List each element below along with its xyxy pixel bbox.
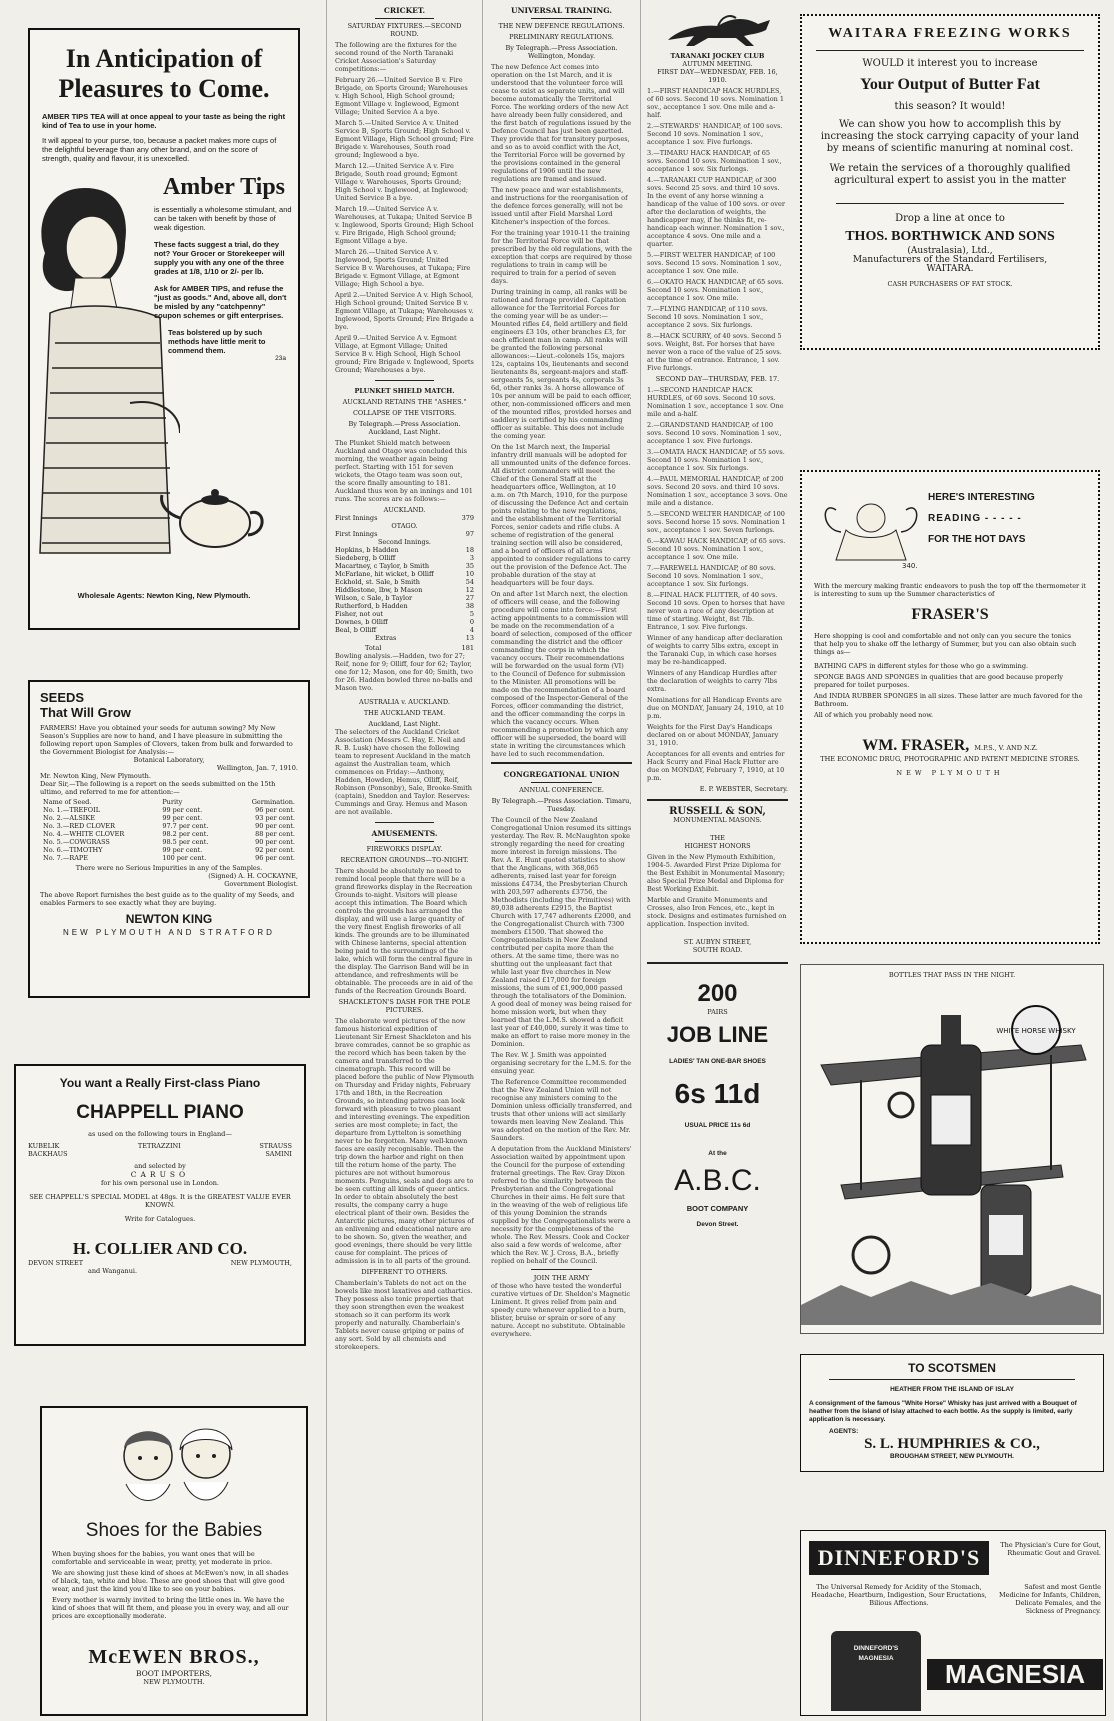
piano-artist: STRAUSS xyxy=(259,1142,292,1150)
fraser-quals: M.P.S., V. AND N.Z. xyxy=(974,744,1038,752)
fraser-intro: With the mercury making frantic endeavors to push the top off the thermometer it is interesting to sum up the Summer characteristics of xyxy=(814,582,1086,598)
flying-bottles-illustration xyxy=(801,985,1101,1325)
training-para: For the training year 1910-11 the training for the Territorial Force will be that prescribed by the old regulations, with the exception that corps are required by those regulations to train in camp will be required to train for a period of seven days. xyxy=(491,229,633,285)
fraser-chemist-ad xyxy=(800,470,1100,944)
jockey-meeting: AUTUMN MEETING. xyxy=(682,60,753,68)
waitara-makers: Manufacturers of the Standard Fertilisers, xyxy=(852,255,1048,265)
race-note: Winners of any Handicap Hurdles after the declaration of weights to carry 7lbs extra. xyxy=(647,669,778,693)
race-item: 6.—KAWAU HACK HANDICAP, of 65 sovs. Second 10 sovs. Nomination 1 sov., acceptance 1 sov. One mile. xyxy=(647,537,786,561)
seeds-no-impurities: There were no Serious Impurities in any of the Samples. xyxy=(75,864,263,872)
training-heading: UNIVERSAL TRAINING. xyxy=(511,6,612,15)
cricket-para: April 2.—United Service A v. High School, High School ground; United Service B v. Egmont Village, at Tukapa; Warehouses v. Inglewood, Sports Ground; Fire Brigade a bye. xyxy=(335,291,474,331)
babies-illustration xyxy=(96,1416,256,1516)
waitara-town: WAITARA. xyxy=(926,264,974,274)
chappell-piano-ad xyxy=(14,1064,306,1346)
amber-body-5: Teas bolstered up by such methods have little merit to commend them. xyxy=(168,328,266,355)
dinneford-bottle-label-1: DINNEFORD'S xyxy=(853,1645,899,1652)
cricket-heading: CRICKET. xyxy=(383,6,426,15)
scots-name: S. L. HUMPHRIES & CO., xyxy=(864,1436,1040,1452)
race-item: 2.—GRANDSTAND HANDICAP, of 100 sovs. Second 10 sovs. Nomination 1 sov., acceptance 1 sov. Five furlongs. xyxy=(647,421,782,445)
amber-intro: AMBER TIPS TEA will at once appeal to your taste as being the right kind of Tea to use in your home. xyxy=(42,112,286,130)
training-para: On and after 1st March next, the election of officers will cease, and the following procedure will come into force:—First acting appointments to a commission will be made on the recommendation of a board of selection, composed of the officer commanding the district and the officer commanding the corps in which the vacancy occurs. Their recommendations will be forwarded on the usual form (VI) to the Council of Defence for submission to the Minister. All promotions will be made on the recommendation of a board composed of the Inspector-General of the Forces, officer commanding the district, and the officer commanding the corps in which the vacancy occurs. When recommending a promotion by which any officer will be superseded, the board will state in writing the circumstances which have led to such recommendation. xyxy=(491,590,632,758)
dinneford-big: MAGNESIA xyxy=(927,1659,1103,1690)
piano-artist: KUBELIK xyxy=(28,1142,60,1150)
cricket-para: March 5.—United Service A v. United Service B, Sports Ground; High School v. Egmont Village, High School ground; Fire Brigade v. Warehouses, South road ground; Inglewood a bye. xyxy=(335,119,474,159)
column-4 xyxy=(640,0,792,1721)
amusements-sub-2: RECREATION GROUNDS—TO-NIGHT. xyxy=(340,856,469,864)
amusements-sub-3: SHACKLETON'S DASH FOR THE POLE PICTURES. xyxy=(338,998,471,1014)
training-para: On the 1st March next, the Imperial infantry drill manuals will be adopted for all unmounted units of the defence forces. All district commanders will meet the Chief of the General Staff at the headquarters office, Wellington, at 10 a.m. on 7th March, 1910, for the purpose of discussing the Defence Act and certain points relating to the new regulations, and the establishment of the Territorial Forces, senior cadets and rifle clubs. A scheme of registration of the general training section will also be considered, and a board of officers of all arms appointed to consider regulations to carry out the provision of the Defence Act. The probable duration of the stay at headquarters will be four days. xyxy=(491,443,631,587)
cherub-illustration xyxy=(816,480,926,570)
congregational-para: The Reference Committee recommended that the New Zealand Union will not recognise any ministers coming to the Dominion unless officially transferred, and trusts that other unions will act similarly towards men leaving New Zealand. This was adopted on the motion of the Rev. Mr. Saunders. xyxy=(491,1078,632,1142)
training-sub-2: PRELIMINARY REGULATIONS. xyxy=(509,33,614,41)
column-3 xyxy=(482,0,636,1721)
table-row: No. 3.—RED CLOVER 97.7 per cent. 90 per cent. xyxy=(43,822,295,830)
race-note: Weights for the First Day's Handicaps declared on or about MONDAY, January 31, 1910. xyxy=(647,723,779,747)
amber-body-4: Ask for AMBER TIPS, and refuse the "just as goods." And, above all, don't be misled by any "catchpenny" coupon schemes or gift enterprises. xyxy=(154,284,287,320)
shoes-body-1: When buying shoes for the babies, you want ones that will be comfortable and serviceable in wear, pretty, yet moderate in price. xyxy=(52,1550,273,1566)
race-item: 5.—SECOND WELTER HANDICAP, of 100 sovs. Second horse 15 sovs. Nomination 1 sov., acceptance 1 sov. Seven furlongs. xyxy=(647,510,786,534)
waitara-p2: We retain the services of a thoroughly qualified agricultural expert to assist you in the matter xyxy=(829,163,1071,186)
army-heading: JOIN THE ARMY xyxy=(533,1274,590,1282)
amusements-sub: FIREWORKS DISPLAY. xyxy=(366,845,443,853)
whisky-label: WHITE HORSE WHISKY xyxy=(996,1027,1076,1035)
abc-company: BOOT COMPANY xyxy=(686,1204,749,1213)
aus-sub: THE AUCKLAND TEAM. xyxy=(363,709,446,717)
training-sub: THE NEW DEFENCE REGULATIONS. xyxy=(498,22,625,30)
plunket-bowling: Bowling analysis.—Hadden, two for 27; Reif, none for 9; Olliff, four for 62; Taylor, one for 12; Mason, one for 40; Smith, two for 26. Hadden bowled three no-balls and Mason two. xyxy=(335,652,473,692)
russell-addr-1: ST. AUBYN STREET, xyxy=(683,938,752,946)
plunket-team-2: OTAGO. xyxy=(391,522,418,530)
amber-body-3: These facts suggest a trial, do they not? Your Grocer or Storekeeper will supply you with any one of the three grades at 1/8, 1/10 or 2/- per lb. xyxy=(154,240,285,276)
russell-sub: MONUMENTAL MASONS. xyxy=(673,816,762,824)
plunket-para: The Plunket Shield match between Auckland and Otago was concluded this morning, the weather again being perfect. Starting with 151 for seven wickets, the Otago team was soon out, the score finally amounting to 181. Auckland thus won by an innings and 101 runs. The scores are as follows:— xyxy=(335,439,473,503)
plunket-sub-2: COLLAPSE OF THE VISITORS. xyxy=(352,409,457,417)
piano-artist: TETRAZZINI xyxy=(137,1142,181,1150)
table-row: No. 4.—WHITE CLOVER 98.2 per cent. 88 per cent. xyxy=(43,830,295,838)
army-text: of those who have tested the wonderful curative virtues of Dr. Sheldon's Magnetic Liniment. It gives relief from pain and speedy cure whenever applied to a burn, blister, bruise or sprain or sore of any nature. Accept no substitute. Obtainable everywhere. xyxy=(491,1282,631,1338)
congregational-sub: ANNUAL CONFERENCE. xyxy=(519,786,604,794)
shoes-title: Shoes for the Babies xyxy=(85,1520,263,1541)
shoes-town: NEW PLYMOUTH. xyxy=(143,1678,205,1686)
amber-brand: Amber Tips xyxy=(162,174,286,200)
race-item: 3.—OMATA HACK HANDICAP, of 55 sovs. Second 10 sovs. Nomination 1 sov., acceptance 1 sov. Six furlongs. xyxy=(647,448,785,472)
newton-king-seeds-ad xyxy=(28,680,310,998)
fraser-p2: BATHING CAPS in different styles for those who go a swimming. xyxy=(814,662,1029,670)
plunket-first-label: First Innings xyxy=(335,514,378,522)
piano-dealer: H. COLLIER AND CO. xyxy=(72,1239,248,1258)
abc-price: 6s 11d xyxy=(674,1078,761,1109)
waitara-question: WOULD it interest you to increase xyxy=(862,58,1038,69)
table-row: Rutherford, b Hadden 38 xyxy=(335,602,474,610)
cricket-para: February 26.—United Service B v. Fire Brigade, on Sports Ground; Warehouses v. High School, High School ground; Egmont Village v. Inglewood, Egmont Village; United Service A a bye. xyxy=(335,76,468,116)
race-item: 3.—TIMARU HACK HANDICAP, of 65 sovs. Second 10 sovs. Nomination 1 sov., acceptance 1 sov. Six furlongs. xyxy=(647,149,782,173)
fraser-name: WM. FRASER, xyxy=(862,737,970,754)
dinneford-para: The Universal Remedy for Acidity of the Stomach, Headache, Heartburn, Indigestion, Sour Eructations, Bilious Affections. xyxy=(811,1583,987,1607)
fraser-heading-1: HERE'S INTERESTING xyxy=(928,492,1035,503)
table-row: Hopkins, b Hadden 18 xyxy=(335,546,474,554)
plunket-second: Second Innings. xyxy=(377,538,432,546)
cricket-para: March 19.—United Service A v. Warehouses, at Tukapa; United Service B v. Inglewood, Sports Ground; High School v. Fire Brigade, High School ground; Egmont Village a bye. xyxy=(335,205,474,245)
amber-title: In Anticipation of Pleasures to Come. xyxy=(58,44,270,103)
cricket-sub: SATURDAY FIXTURES.—SECOND ROUND. xyxy=(347,22,462,38)
table-row: Downes, b Olliff 0 xyxy=(335,618,474,626)
fraser-p5: All of which you probably need now. xyxy=(814,711,934,719)
congregational-para: A deputation from the Auckland Ministers' Association waited by appointment upon the Council for the purpose of extending fraternal greetings. The Rev. Gray Dixon referred to the similarity between the Presbyterian and the Congregational Churches in their aims. He felt sure that in the weaving of the web of religious life of this young Dominion the strands supplied by the Congregationalists were a necessity for the completeness of the whole. The Rev. Messrs. Cook and Cocker also said a few words of welcome, after which the Rev. W. J. Cross, B.A., briefly replied on behalf of the Council. xyxy=(491,1145,632,1265)
fraser-desc: THE ECONOMIC DRUG, PHOTOGRAPHIC AND PATENT MEDICINE STORES. xyxy=(820,755,1080,763)
waitara-season: this season? It would! xyxy=(894,101,1006,112)
amber-body-1: It will appeal to your purse, too, because a packet makes more cups of the delightful beverage than any other brand, and on the score of strength, quality and flavour, it is unexcelled. xyxy=(42,136,277,163)
mcewen-shoes-ad xyxy=(40,1406,308,1716)
waitara-cash: CASH PURCHASERS OF FAT STOCK. xyxy=(887,280,1013,288)
plunket-first-score-2: 97 xyxy=(465,530,474,538)
fraser-heading-2: READING - - - - - xyxy=(928,513,1022,524)
table-row: Fisher, not out 5 xyxy=(335,610,474,618)
race-item: 5.—FIRST WELTER HANDICAP, of 100 sovs. Second 15 sovs. Nomination 1 sov., acceptance 1 sov. One mile. xyxy=(647,251,782,275)
jockey-day-2: SECOND DAY—THURSDAY, FEB. 17. xyxy=(655,375,780,383)
piano-title: You want a Really First-class Piano xyxy=(59,1076,261,1090)
seeds-signed: (Signed) A. H. COCKAYNE, xyxy=(208,872,298,880)
russell-addr-2: SOUTH ROAD. xyxy=(692,946,743,954)
table-row: Eckhold, st. Sale, b Smith 54 xyxy=(335,578,474,586)
cricket-para: March 26.—United Service A v. Inglewood, Sports Ground; United Service B v. Warehouses, at Tukapa; Fire Brigade v. Egmont Village, at Egmont Village; High School a bye. xyxy=(335,248,471,288)
amusements-para-3: Chamberlain's Tablets do not act on the bowels like most laxatives and cathartics. They possess also tonic properties that they soon strengthen even the weakest stomach so it can perform its work properly and naturally. Chamberlain's Tablets never cause griping or pains of any sort. Sold by all chemists and storekeepers. xyxy=(335,1279,473,1351)
seeds-brand: NEWTON KING xyxy=(125,912,213,926)
congregational-heading: CONGREGATIONAL UNION xyxy=(503,770,620,779)
table-row: No. 5.—COWGRASS 98.5 per cent. 90 per cent. xyxy=(43,838,295,846)
piano-write: Write for Catalogues. xyxy=(124,1215,196,1223)
jockey-secretary: E. P. WEBSTER, Secretary. xyxy=(699,785,788,793)
race-item: 8.—FINAL HACK FLUTTER, of 40 sovs. Second 10 sovs. Open to horses that have never won a race of any description at time of starting. Weight, 8st 7lb. Entrance, 1 sov. Five furlongs. xyxy=(647,591,785,631)
fraser-town: NEW PLYMOUTH xyxy=(896,769,1004,777)
column-2 xyxy=(326,0,478,1721)
seeds-signed-title: Government Biologist. xyxy=(224,880,298,888)
congregational-para: The Council of the New Zealand Congregational Union resumed its sittings yesterday. The Rev. R. McNaughton spoke strongly regarding the need for creating more interest in foreign missions. The Rev. A. E. Hunt quoted statistics to show that the Anglicans, with 368,065 adherents, raised last year for foreign missions £4734, the Presbyterian Church with 203,597 adherents £3756, the Methodists (including the Primitives) with 89,038 adherents £2915, the Baptist Church with 17,747 adherents £2000, and the Congregationalist Church with 7300 members £1500. That showed the Congregationalists in New Zealand contributed per capita more than the others. At the same time, there was no shutting out the unpleasant fact that while last year five churches in New Zealand raised £17,000 for foreign missions, the sum of £1,900,000 passed through the totalisators of the Dominion. A good deal of money was being raised for home mission work, but when they learned that the L.M.S. showed a deficit last year of £40,000, surely it was time to make an effort to raise more money in the Dominion. xyxy=(491,816,632,1048)
russell-para-2: Marble and Granite Monuments and Crosses, also Iron Fences, etc., kept in stock. Designs and estimates furnished on application. Inspection invited. xyxy=(647,896,787,928)
abc-item: LADIES' TAN ONE-BAR SHOES xyxy=(669,1058,766,1065)
table-row: No. 2.—ALSIKE 99 per cent. 93 per cent. xyxy=(43,814,295,822)
seeds-header-germination: Germination. xyxy=(251,798,295,806)
training-para: During training in camp, all ranks will be rationed and forage provided. Capitation allowance for the Territorial Forces for the coming year will be as under:—Mounted rifles £4, field artillery and field engineers £3 10s, other branches £3, for each efficient man in camp. All ranks will be granted the following personal allowances:—Lieut.-colonels 15s, majors 12s, captains 10s, lieutenants and second lieutenants 8s, sergeant-majors and staff-sergeants 5s, sergeants 4s, corporals 3s 6d, other ranks 3s. A horse allowance of 10s per annum will be paid to each officer, other, non-commissioned officers and men of the mounted rifles, provided horses and saddlery is certified by his commanding officer as suitable. This does not include the coming year. xyxy=(491,288,632,440)
abc-usual: USUAL PRICE 11s 6d xyxy=(684,1122,751,1129)
scots-para: A consignment of the famous "White Horse" Whisky has just arrived with a Bouquet of heather from the Island of Islay attached to each bottle. As the supply is limited, early application is necessary. xyxy=(809,1400,1077,1423)
race-item: 4.—PAUL MEMORIAL HANDICAP, of 200 sovs. Second 20 sovs. and third 10 sovs. Nomination 1 sov., acceptance 3 sovs. One mile and a distance. xyxy=(647,475,788,507)
race-note: Acceptances for all events and entries for Hack Scurry and Final Hack Flutter are due on MONDAY, February 7, 1910, at 10 p.m. xyxy=(647,750,785,782)
seeds-lab: Botanical Laboratory, xyxy=(133,756,205,764)
seeds-to: Mr. Newton King, New Plymouth. xyxy=(40,772,151,780)
shoes-body-2: We are showing just these kind of shoes at McEwen's now, in all shades of black, tan, white and blue. These are good shoes that will give good wear, and just the kind you'd like to see on your babies. xyxy=(52,1569,289,1593)
scots-addr: BROUGHAM STREET, NEW PLYMOUTH. xyxy=(890,1453,1014,1460)
piano-brand: CHAPPELL PIANO xyxy=(76,1102,244,1123)
shoes-sub: BOOT IMPORTERS, xyxy=(135,1669,213,1678)
scots-agents: AGENTS: xyxy=(829,1428,859,1435)
waitara-p1: We can show you how to accomplish this by increasing the stock carrying capacity of your land by means of scientific manuring at nominal cost. xyxy=(820,119,1080,154)
seeds-intro: FARMERS! Have you obtained your seeds for autumn sowing? My New Season's Supplies are now to hand, and I have pleasure in submitting the following report upon Samples of Clovers, taken from bulk and forwarded to the Government Biologist for Analysis:— xyxy=(40,724,293,756)
race-item: 6.—OKATO HACK HANDICAP, of 65 sovs. Second 10 sovs. Nomination 1 sov., acceptance 1 sov. One mile. xyxy=(647,278,784,302)
amber-code: 23a xyxy=(275,355,286,362)
amber-tips-ad xyxy=(28,28,300,630)
piano-special: SEE CHAPPELL'S SPECIAL MODEL at 48gs. It is the GREATEST VALUE EVER KNOWN. xyxy=(29,1193,291,1209)
abc-street: Devon Street. xyxy=(696,1221,739,1228)
race-note: Nominations for all Handicap Events are due on MONDAY, January 24, 1910, at 10 p.m. xyxy=(647,696,784,720)
abc-title: JOB LINE xyxy=(666,1022,769,1047)
amusements-sub-4: DIFFERENT TO OTHERS. xyxy=(361,1268,448,1276)
amusements-para: There should be absolutely no need to remind local people that there will be a grand fireworks display in the Recreation Grounds to-night. Visitors will please accept this intimation. The Board which controls the grounds has arranged the display, and will use a large quantity of the very finest English fireworks of all kinds. The grounds are to be illuminated with Chinese lanterns, special attention being paid to the surroundings of the lake, which will form the central figure in the display. The Garrison Band will be in attendance, and refreshments will be obtainable. The proceeds are in aid of the funds of the Recreation Grounds Board. xyxy=(335,867,473,995)
piano-used: as used on the following tours in England— xyxy=(88,1130,232,1138)
race-item: 8.—HACK SCURRY, of 40 sovs. Second 5 sovs. Weight, 8st. For horses that have never won a race of the value of 25 sovs. at the time of entrance. Entrance, 1 sov. Five furlongs. xyxy=(647,332,782,372)
seeds-dear: Dear Sir,—The following is a report on the seeds submitted on the 15th ultimo, and referred to me for attention:— xyxy=(40,780,276,796)
waitara-firm: THOS. BORTHWICK AND SONS xyxy=(845,229,1055,244)
seeds-title: SEEDS xyxy=(40,690,85,705)
to-scotsmen-ad xyxy=(800,1354,1104,1472)
race-item: 7.—FAREWELL HANDICAP, of 80 sovs. Second 10 sovs. Nomination 1 sov., acceptance 1 sov. Six furlongs. xyxy=(647,564,776,588)
race-note: Winner of any handicap after declaration of weights to carry 5lbs extra, except in the Taranaki Cup, in which case horses may be re-handicapped. xyxy=(647,634,783,666)
waitara-aus: (Australasia), Ltd., xyxy=(907,246,993,256)
table-row: Extras 13 xyxy=(375,634,474,642)
seeds-header-purity: Purity xyxy=(162,798,183,806)
whisky-title: BOTTLES THAT PASS IN THE NIGHT. xyxy=(888,971,1016,979)
shoes-brand: McEWEN BROS., xyxy=(88,1646,260,1668)
piano-and: and Wanganui. xyxy=(88,1267,138,1275)
plunket-first-score: 379 xyxy=(461,514,474,522)
jockey-club: TARANAKI JOCKEY CLUB xyxy=(670,52,765,60)
cricket-para: The following are the fixtures for the second round of the North Taranaki Cricket Association's Saturday competitions:— xyxy=(335,41,457,73)
plunket-first-label-2: First Innings xyxy=(335,530,378,538)
piano-caruso: CARUSO xyxy=(130,1170,190,1179)
piano-artist: SAMINI xyxy=(265,1150,292,1158)
seeds-date: Wellington, Jan. 7, 1910. xyxy=(216,764,298,772)
table-row: Beal, b Olliff 4 xyxy=(335,626,474,634)
aus-para: The selectors of the Auckland Cricket Association (Messrs C. Hay, E. Neil and R. B. Lusk) have chosen the following team to represent Auckland in the match against the Australian team, which commences on Friday:—Anthony, Hadden, Howden, Hemus, Olliff, Reif, Robinson (Ponsonby), Sale, Brooke-Smith (captain), Sneddon and Taylor. Reserves: Cummings and Gray. Hemus and Mason are not available. xyxy=(335,728,472,816)
training-dateline: By Telegraph.—Press Association. Wellington, Monday. xyxy=(505,44,618,60)
dinneford-bottle xyxy=(831,1631,921,1711)
fraser-p4: And INDIA RUBBER SPONGES in all sizes. These latter are much favored for the Bathroom. xyxy=(814,692,1083,708)
table-row: Hiddlestone, lbw, b Mason 12 xyxy=(335,586,474,594)
congregational-dateline: By Telegraph.—Press Association. Timaru, Tuesday. xyxy=(491,797,632,813)
teapot-icon xyxy=(160,473,270,553)
piano-for: for his own personal use in London. xyxy=(101,1179,219,1187)
table-row: Total 181 xyxy=(365,644,474,652)
dinnefords-magnesia-ad xyxy=(800,1530,1106,1716)
seeds-header-name: Name of Seed. xyxy=(43,798,92,806)
dinneford-side-2: Safest and most Gentle Medicine for Infants, Children, Delicate Females, and the Sickness of Pregnancy. xyxy=(998,1583,1101,1615)
race-item: 7.—FLYING HANDICAP, of 110 sovs. Second 10 sovs. Nomination 1 sov., acceptance 2 sovs. Six furlongs. xyxy=(647,305,768,329)
amber-body-2: is essentially a wholesome stimulant, and can be taken with benefit by those of weak digestion. xyxy=(154,205,292,232)
cricket-para: April 9.—United Service A v. Egmont Village, at Egmont Village; United Service B v. High School, High School ground; Fire Brigade v. Inglewood, Sports Ground; Warehouses a bye. xyxy=(335,334,474,374)
aus-heading: AUSTRALIA v. AUCKLAND. xyxy=(359,698,450,706)
dinneford-bottle-label-2: MAGNESIA xyxy=(858,1655,894,1662)
russell-title: RUSSELL & SON, xyxy=(669,806,766,817)
seeds-towns: NEW PLYMOUTH AND STRATFORD xyxy=(63,928,275,937)
abc-brand: A.B.C. xyxy=(674,1164,761,1197)
table-row: No. 6.—TIMOTHY 99 per cent. 92 per cent. xyxy=(43,846,295,854)
seeds-subtitle: That Will Grow xyxy=(40,705,131,720)
scots-title: TO SCOTSMEN xyxy=(908,1361,996,1375)
table-row: No. 7.—RAPE 100 per cent. 96 per cent. xyxy=(43,854,295,862)
waitara-freezing-works-ad xyxy=(800,14,1100,350)
table-row: Macartney, c Taylor, b Smith 35 xyxy=(335,562,474,570)
fraser-brand: FRASER'S xyxy=(911,606,989,623)
table-row: Siedeberg, b Olliff 3 xyxy=(335,554,474,562)
piano-street: DEVON STREET xyxy=(28,1259,84,1267)
race-item: 1.—SECOND HANDICAP HACK HURDLES, of 60 sovs. Second 10 sovs. Nomination 1 sov., acceptance 1 sov. One mile and a-half. xyxy=(647,386,784,418)
column-1 xyxy=(0,0,310,1721)
amusements-para-2: The elaborate word pictures of the now famous historical expedition of Lieutenant Sir Ernest Shackleton and his brave comrades, cannot be so graphic as the record which has been taken by the camera and transferred to the cinematograph. This record will be placed before the public of New Plymouth on Thursday and Friday nights, February 17th and 18th, in the Recreation Grounds, so intending patrons can look forward with pleasure to two pleasant and interesting evenings. The expedition series are most complete; in fact, the departure from Lyttelton is something never to be forgotten. Many well-known faces are easily recognisable. Then the trip down the harbor and right on then till the return home of the party. The pictures are not without humorous moments. Penguins, seals and dogs are to be seen cutting all kinds of queer antics. In order to obtain absolutely the best results, the company carry a huge electrical plant of their own. Besides the Antarctic pictures, many other pictures of an enlivening and educational nature are to be shown. So, given the weather, and good evenings, there should be very little cause for complaint. The prices of admission is in to all parts of the ground. xyxy=(335,1017,474,1265)
plunket-heading: PLUNKET SHIELD MATCH. xyxy=(354,387,455,395)
cricket-para: March 12.—United Service A v. Fire Brigade, South road ground; Egmont Village v. Warehouses, Sports Ground; High School v. Inglewood, at Inglewood; United Service B a bye. xyxy=(335,162,469,202)
amber-agents: Wholesale Agents: Newton King, New Plymouth. xyxy=(77,591,251,600)
abc-num: 200 xyxy=(697,980,738,1007)
abc-pairs: PAIRS xyxy=(707,1008,728,1016)
training-para: The new Defence Act comes into operation on the 1st March, and it is understood that the volunteer force will cease to exist as separate units, and will become automatically the Territorial Force. The working orders of the new Act have already been fully considered, and the first batch of regulations issued by the Defence Council has just been gazetted. They provide that for transitory purposes, and so as to avoid conflict with the Act, the Territorial Force will be governed by the provisions contained in the general regulations of 1906 until the new regulations are framed and issued. xyxy=(491,63,632,183)
fraser-p3: SPONGE BAGS AND SPONGES in qualities that are good because properly prepared for toilet purposes. xyxy=(814,673,1064,689)
piano-town: NEW PLYMOUTH, xyxy=(230,1259,292,1267)
table-row: Wilson, c Sale, b Taylor 27 xyxy=(335,594,474,602)
dinneford-brand: DINNEFORD'S xyxy=(809,1541,989,1575)
svg-text:340.: 340. xyxy=(902,562,918,570)
waitara-title: WAITARA FREEZING WORKS xyxy=(828,26,1072,41)
waitara-big: Your Output of Butter Fat xyxy=(860,76,1040,93)
aus-dateline: Auckland, Last Night. xyxy=(368,720,441,728)
scots-sub: HEATHER FROM THE ISLAND OF ISLAY xyxy=(890,1386,1014,1393)
table-row: McFarlane, hit wicket, b Olliff 10 xyxy=(335,570,474,578)
plunket-team-1: AUCKLAND. xyxy=(383,506,426,514)
racehorse-illustration xyxy=(658,10,778,50)
russell-the: THE xyxy=(710,834,725,842)
piano-artist: BACKHAUS xyxy=(28,1150,68,1158)
fraser-p1: Here shopping is cool and comfortable and not only can you secure the tonics that help you to shake off the lethargy of Summer, but you can also obtain such things as— xyxy=(814,632,1077,656)
jockey-day-1: FIRST DAY—WEDNESDAY, FEB. 16, 1910. xyxy=(657,68,778,84)
white-horse-whisky-ad xyxy=(800,964,1104,1334)
race-item: 4.—TARANAKI CUP HANDICAP, of 300 sovs. Second 25 sovs. and third 10 sovs. In the event of any horse winning a handicap of the value of 100 sovs. or over after the declaration of weights, the handicapper may, if he thinks fit, re-handicap each winner. Nomination 1 sov., acceptance 4 sovs. One mile and a quarter. xyxy=(647,176,785,248)
fraser-heading-3: FOR THE HOT DAYS xyxy=(928,534,1026,545)
plunket-sub-1: AUCKLAND RETAINS THE "ASHES." xyxy=(342,398,467,406)
shoes-body-3: Every mother is warmly invited to bring the little ones in. We have the kind of shoes that will fit them, and please you in every way, and all our prices are exceptionally moderate. xyxy=(52,1596,289,1620)
table-row: No. 1.—TREFOIL 99 per cent. 96 per cent. xyxy=(43,806,295,814)
race-item: 1.—FIRST HANDICAP HACK HURDLES, of 60 sovs. Second 10 sovs. Nomination 1 sov., acceptance 1 sov. One mile and a-half. xyxy=(647,87,785,119)
russell-honors: HIGHEST HONORS xyxy=(684,842,751,850)
russell-para: Given in the New Plymouth Exhibition, 1904-5. Awarded First Prize Diploma for the Best Exhibit in Monumental Masonry; also Special Prize Medal and Diploma for Best Working Exhibit. xyxy=(647,853,785,893)
column-5 xyxy=(796,0,1114,1721)
seeds-table xyxy=(40,798,298,862)
seeds-closing: The above Report furnishes the best guide as to the quality of my Seeds, and enables Farmers to see exactly what they are buying. xyxy=(40,891,295,907)
abc-at: At the xyxy=(708,1150,727,1157)
amusements-heading: AMUSEMENTS. xyxy=(371,829,438,838)
plunket-dateline: By Telegraph.—Press Association. Auckland, Last Night. xyxy=(348,420,461,436)
training-para: The new peace and war establishments, and instructions for the reorganisation of the defence forces generally, will not be issued until after Field Marshal Lord Kitchener's inspection of the forces. xyxy=(491,186,628,226)
congregational-para: The Rev. W. J. Smith was appointed organising secretary for the L.M.S. for the ensuing year. xyxy=(491,1051,632,1075)
waitara-drop: Drop a line at once to xyxy=(895,213,1005,224)
piano-selected: and selected by xyxy=(134,1162,186,1170)
dinneford-side-1: The Physician's Cure for Gout, Rheumatic Gout and Gravel. xyxy=(1000,1541,1101,1557)
race-item: 2.—STEWARDS' HANDICAP, of 100 sovs. Second 10 sovs. Nomination 1 sov., acceptance 1 sov. Five furlongs. xyxy=(647,122,783,146)
